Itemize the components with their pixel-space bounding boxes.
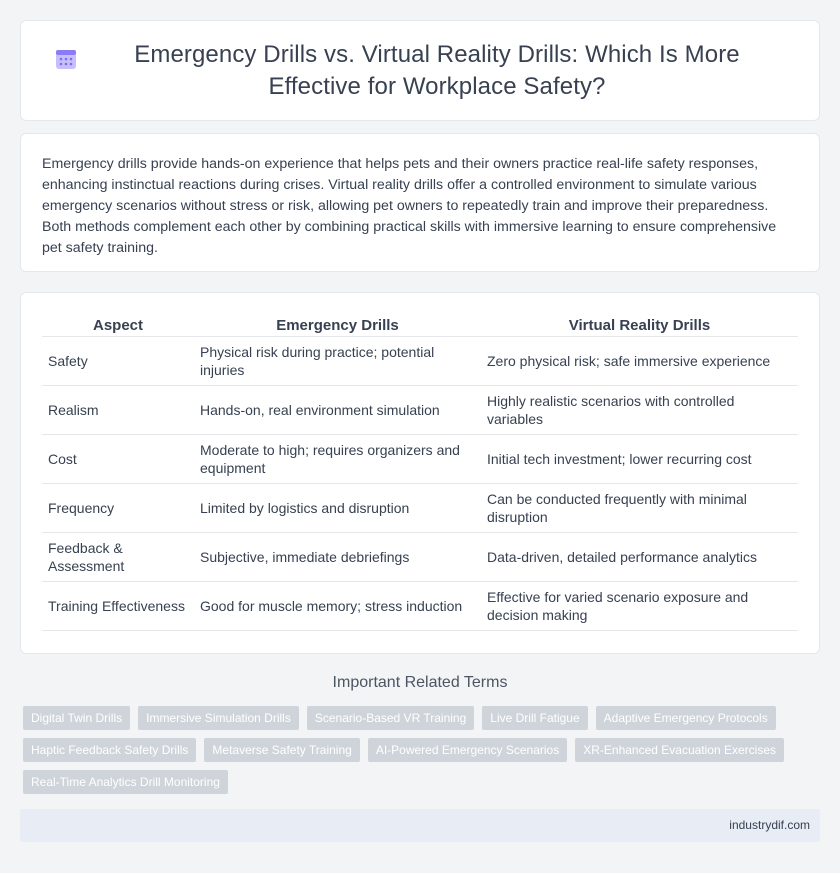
row-aspect: Frequency — [42, 483, 194, 532]
related-term-tag[interactable]: XR-Enhanced Evacuation Exercises — [575, 738, 784, 762]
row-vr: Initial tech investment; lower recurring cost — [481, 434, 798, 483]
footer — [20, 809, 820, 842]
row-emergency: Hands-on, real environment simulation — [194, 385, 481, 434]
footer-site[interactable]: industrydif.com — [729, 818, 810, 832]
related-term-tag[interactable]: AI-Powered Emergency Scenarios — [368, 738, 567, 762]
row-vr: Effective for varied scenario exposure and decision making — [481, 581, 798, 630]
row-vr: Highly realistic scenarios with controlled variables — [481, 385, 798, 434]
row-aspect: Feedback & Assessment — [42, 532, 194, 581]
related-term-tag[interactable]: Immersive Simulation Drills — [138, 706, 299, 730]
table-row — [42, 434, 798, 483]
related-term-tag[interactable]: Metaverse Safety Training — [204, 738, 359, 762]
row-aspect: Cost — [42, 434, 194, 483]
table-row — [42, 532, 798, 581]
row-aspect: Safety — [42, 336, 194, 385]
row-vr: Data-driven, detailed performance analytics — [481, 532, 798, 581]
table-header-row — [42, 316, 798, 336]
related-terms-title: Important Related Terms — [332, 674, 508, 691]
row-emergency: Limited by logistics and disruption — [194, 483, 481, 532]
header-vr-drills: Virtual Reality Drills — [481, 316, 798, 336]
related-term-tag[interactable]: Real-Time Analytics Drill Monitoring — [23, 770, 228, 794]
table-row — [42, 385, 798, 434]
row-emergency: Good for muscle memory; stress induction — [194, 581, 481, 630]
related-term-tag[interactable]: Digital Twin Drills — [23, 706, 130, 730]
related-term-tag[interactable]: Haptic Feedback Safety Drills — [23, 738, 196, 762]
row-emergency: Subjective, immediate debriefings — [194, 532, 481, 581]
header-emergency-drills: Emergency Drills — [194, 316, 481, 336]
related-term-tag[interactable]: Adaptive Emergency Protocols — [596, 706, 776, 730]
row-aspect: Training Effectiveness — [42, 581, 194, 630]
page-title: Emergency Drills vs. Virtual Reality Drills: Which Is More Effective for Workplace Safety? — [134, 40, 740, 100]
related-terms-list — [23, 706, 803, 794]
table-row — [42, 581, 798, 630]
related-term-tag[interactable]: Live Drill Fatigue — [482, 706, 587, 730]
row-vr: Zero physical risk; safe immersive experience — [481, 336, 798, 385]
row-emergency: Physical risk during practice; potential injuries — [194, 336, 481, 385]
related-term-tag[interactable]: Scenario-Based VR Training — [307, 706, 474, 730]
row-emergency: Moderate to high; requires organizers and equipment — [194, 434, 481, 483]
row-vr: Can be conducted frequently with minimal disruption — [481, 483, 798, 532]
table-row — [42, 483, 798, 532]
intro-card — [20, 133, 820, 272]
intro-paragraph: Emergency drills provide hands-on experience that helps pets and their owners practice real-life safety responses, enhancing instinctual reactions during crises. Virtual reality drills offer a controlled environment to simulate various emergency scenarios without stress or risk, allowing pet owners to repeatedly train and improve their preparedness. Both methods complement each other by combining practical skills with immersive learning to ensure comprehensive pet safety training. — [42, 156, 777, 256]
comparison-card — [20, 292, 820, 654]
row-aspect: Realism — [42, 385, 194, 434]
table-row — [42, 336, 798, 385]
comparison-table — [42, 316, 798, 631]
title-card — [20, 20, 820, 121]
header-aspect: Aspect — [42, 316, 194, 336]
